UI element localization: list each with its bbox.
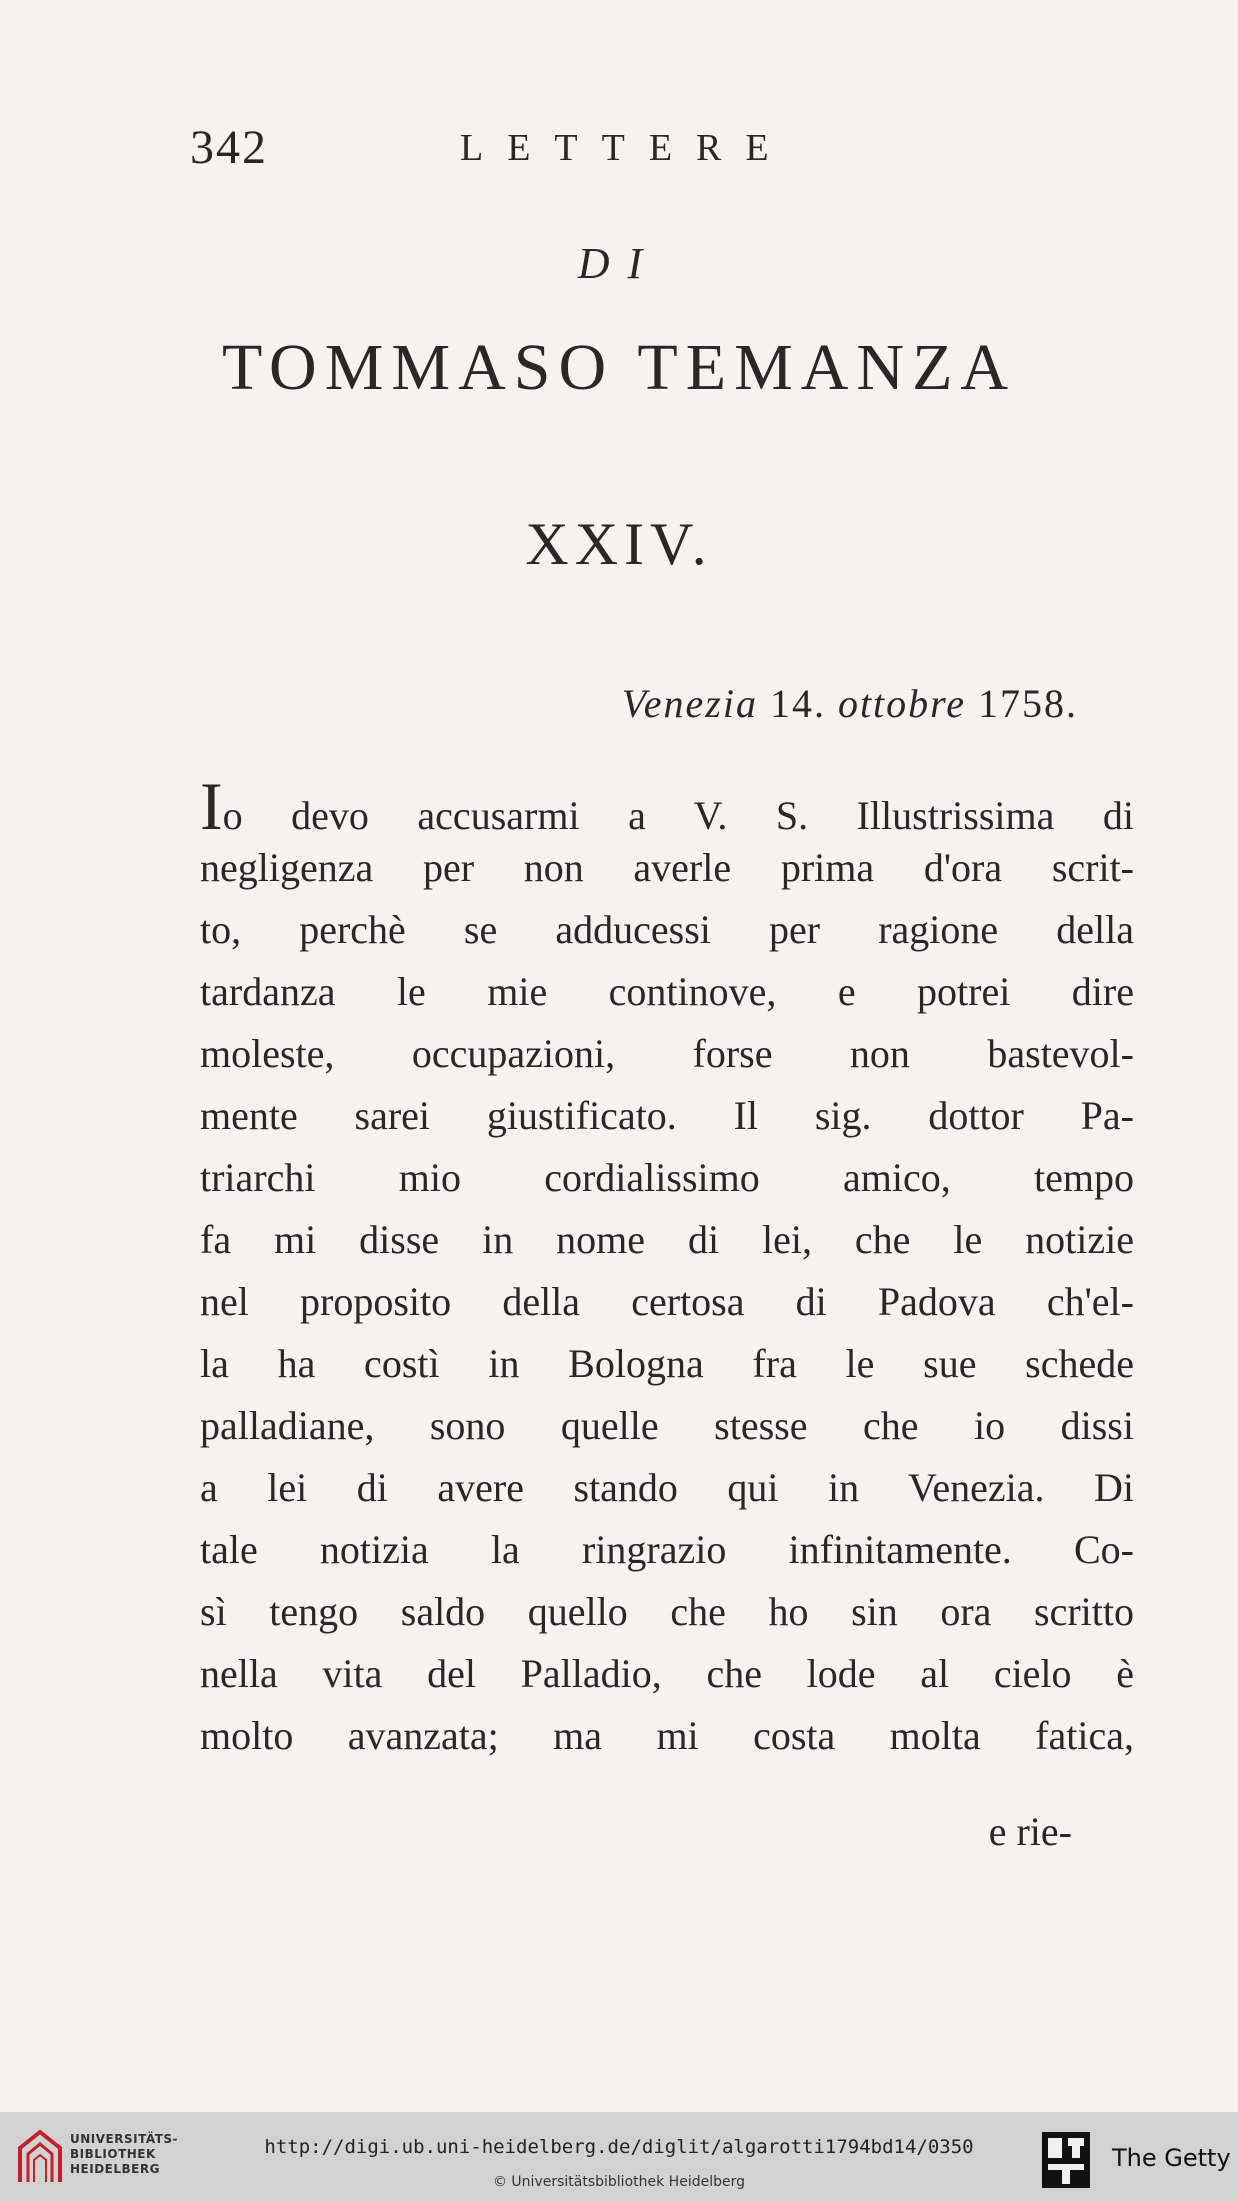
body-line: mente sarei giustificato. Il sig. dottor Pa-	[200, 1093, 1134, 1138]
dateline	[622, 680, 1078, 727]
body-line: to, perchè se adducessi per ragione della	[200, 907, 1134, 952]
catchword: e rie-	[988, 1809, 1072, 1854]
dateline-day: 14.	[769, 681, 826, 726]
body-line: la ha costì in Bologna fra le sue schede	[200, 1341, 1134, 1386]
page-number: 342	[190, 121, 268, 174]
page-url-link[interactable]: http://digi.ub.uni-heidelberg.de/diglit/algarotti1794bd14/0350	[264, 2136, 974, 2158]
library-name-line: BIBLIOTHEK	[70, 2147, 156, 2161]
body-line: palladiane, sono quelle stesse che io dissi	[200, 1403, 1134, 1448]
dateline-year: 1758.	[978, 681, 1078, 726]
footer-bar	[0, 2112, 1238, 2201]
copyright-notice: © Universitätsbibliothek Heidelberg	[492, 2174, 745, 2190]
body-line: nel proposito della certosa di Padova ch'el-	[200, 1279, 1134, 1324]
dateline-place: Venezia	[621, 681, 758, 726]
body-line: moleste, occupazioni, forse non bastevol-	[200, 1031, 1134, 1076]
getty-logo-icon[interactable]	[1040, 2130, 1092, 2190]
letter-body	[200, 768, 1134, 1767]
author-title: TOMMASO TEMANZA	[221, 331, 1017, 404]
body-line: sì tengo saldo quello che ho sin ora scritto	[200, 1589, 1134, 1634]
letter-number: XXIV.	[525, 511, 713, 577]
body-line: tale notizia la ringrazio infinitamente. Co-	[200, 1527, 1134, 1572]
body-line: tardanza le mie continove, e potrei dire	[200, 969, 1134, 1014]
body-line: negligenza per non averle prima d'ora scrit-	[200, 845, 1134, 890]
library-name-line: HEIDELBERG	[70, 2162, 160, 2176]
body-line: molto avanzata; ma mi costa molta fatica,	[200, 1713, 1134, 1758]
body-line: triarchi mio cordialissimo amico, tempo	[200, 1155, 1134, 1200]
running-title: LETTERE	[460, 127, 793, 169]
getty-name: The Getty	[1112, 2144, 1231, 2172]
body-line: fa mi disse in nome di lei, che le notizie	[200, 1217, 1134, 1262]
running-head	[190, 120, 890, 180]
body-line: a lei di avere stando qui in Venezia. Di	[200, 1465, 1134, 1510]
body-line: Io devo accusarmi a V. S. Illustrissima di	[200, 768, 1134, 844]
library-name-line: UNIVERSITÄTS-	[70, 2132, 179, 2146]
dateline-month: ottobre	[837, 681, 966, 726]
body-line: nella vita del Palladio, che lode al cielo è	[200, 1651, 1134, 1696]
title-di: DI	[577, 239, 661, 288]
